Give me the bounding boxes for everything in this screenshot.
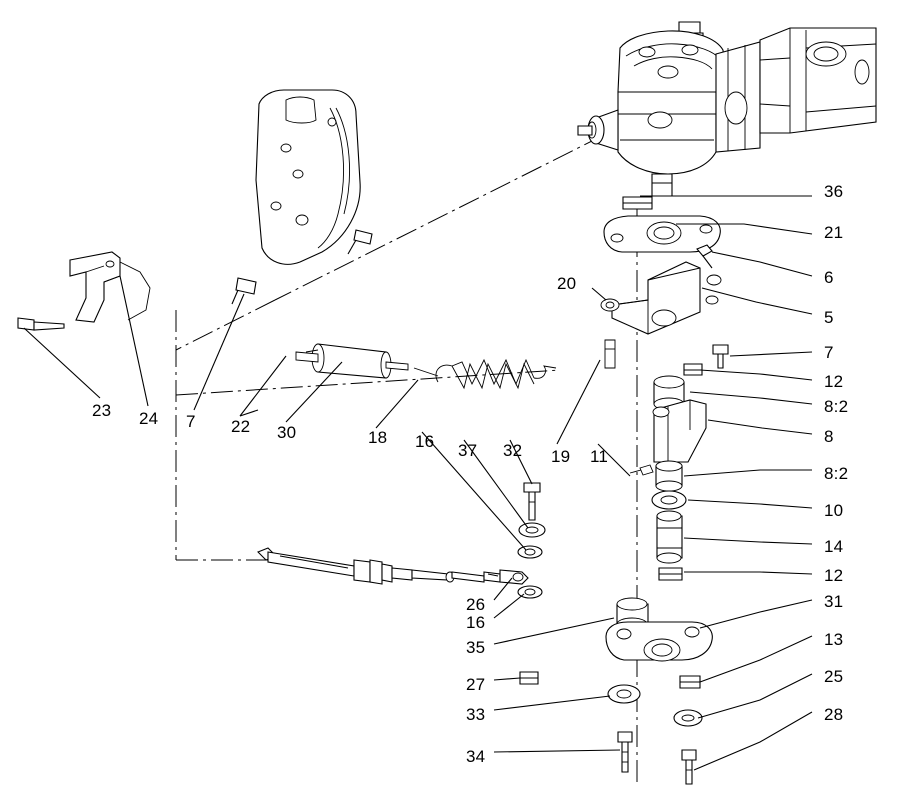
callout-8: 8 [824,427,834,446]
callout-8-2-upper: 8:2 [824,397,849,416]
callout-6: 6 [824,268,834,287]
callout-12-upper: 12 [824,372,844,391]
callout-11: 11 [590,447,609,466]
callout-32: 32 [503,441,523,460]
callout-21: 21 [824,223,844,242]
callout-37: 37 [458,441,478,460]
callout-13: 13 [824,630,844,649]
callout-10: 10 [824,501,844,520]
mounting-plate [232,90,372,304]
callout-34: 34 [466,747,486,766]
callout-12-lower: 12 [824,566,844,585]
callout-14: 14 [824,537,844,556]
callout-19: 19 [551,447,571,466]
callout-33: 33 [466,705,486,724]
callout-20: 20 [557,274,577,293]
callout-22: 22 [231,417,251,436]
callout-8-2-lower: 8:2 [824,464,849,483]
callout-31: 31 [824,592,844,611]
callout-7-right: 7 [824,343,834,362]
callout-27: 27 [466,675,486,694]
callout-36: 36 [824,182,844,201]
callout-35: 35 [466,638,486,657]
control-cable [258,548,528,584]
extension-spring [414,360,556,388]
callout-24: 24 [139,409,159,428]
callout-16-lower: 16 [466,613,486,632]
callout-7-left: 7 [186,412,196,431]
callout-16-upper: 16 [415,432,435,451]
hydraulic-pump-assembly [578,22,876,196]
left-bracket [18,252,150,330]
callout-30: 30 [277,423,297,442]
callout-23: 23 [92,401,112,420]
callout-18: 18 [368,428,388,447]
stacked-parts-column [520,197,728,784]
callout-25: 25 [824,667,844,686]
callout-28: 28 [824,705,844,724]
damper-tube [296,344,408,378]
callout-5: 5 [824,308,834,327]
callout-26: 26 [466,595,486,614]
